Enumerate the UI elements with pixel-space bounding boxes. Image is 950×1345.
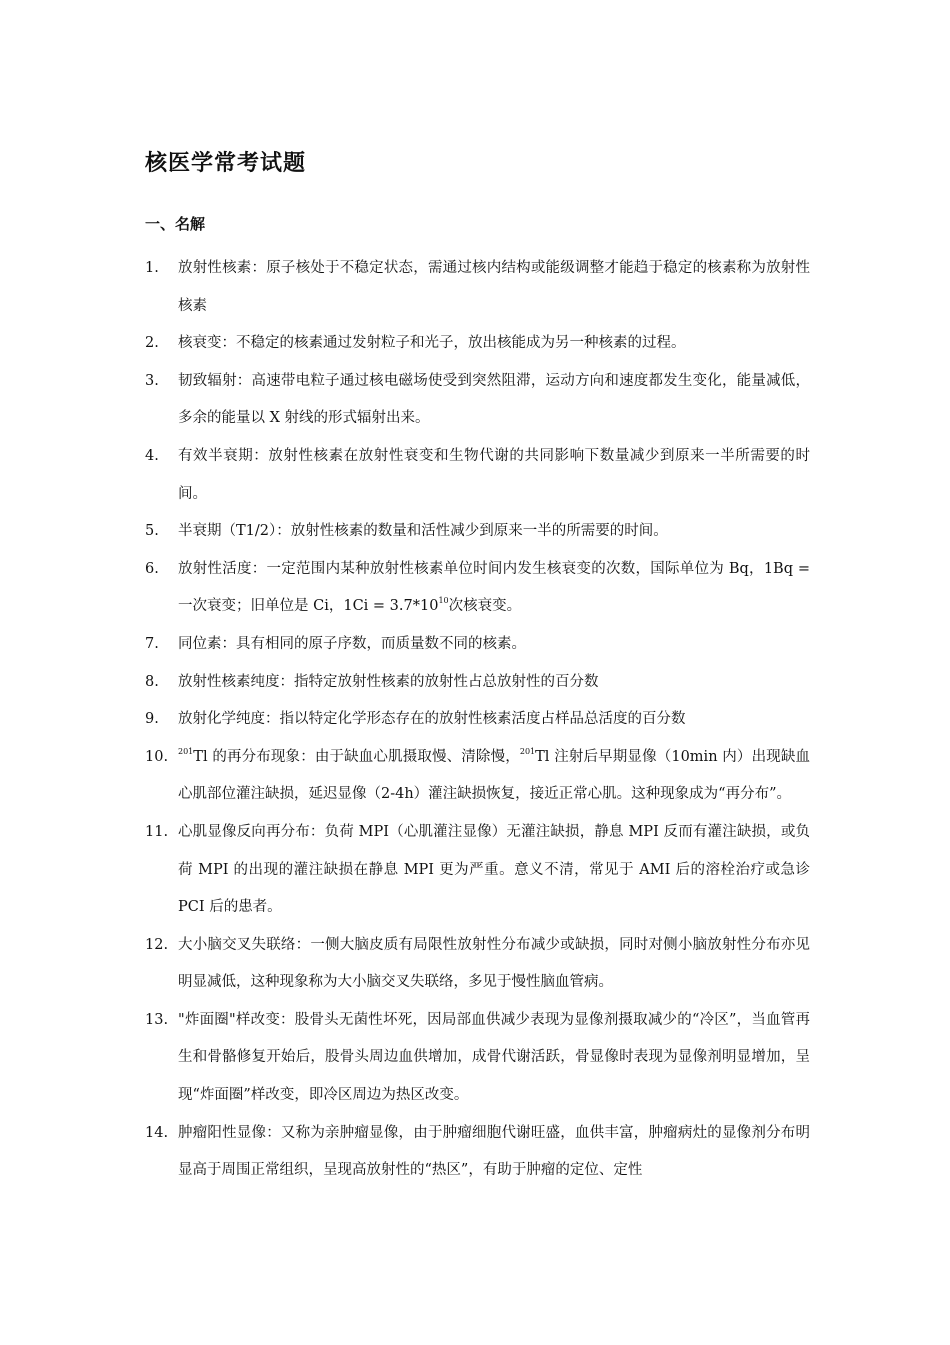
list-item bbox=[145, 626, 810, 664]
list-item bbox=[145, 814, 810, 927]
list-item bbox=[145, 325, 810, 363]
list-item bbox=[145, 438, 810, 513]
item-text-part: 放射性活度：一定范围内某种放射性核素单位时间内发生核衰变的次数，国际单位为 Bq，1Bq = 一次衰变；旧单位是 Ci，1Ci = 3.7*10 bbox=[178, 560, 810, 615]
item-text: "炸面圈"样改变：股骨头无菌性坏死，因局部血供减少表现为显像剂摄取减少的“冷区”，当血管再生和骨骼修复开始后，股骨头周边血供增加，成骨代谢活跃，骨显像时表现为显像剂明显增加，呈现“炸面圈”样改变，即冷区周边为热区改变。 bbox=[178, 1011, 810, 1104]
list-item bbox=[145, 513, 810, 551]
item-text: 韧致辐射：高速带电粒子通过核电磁场使受到突然阻滞，运动方向和速度都发生变化，能量减低，多余的能量以 X 射线的形式辐射出来。 bbox=[178, 372, 810, 427]
definition-list bbox=[145, 250, 810, 1190]
item-number: 6. bbox=[145, 560, 159, 577]
item-text: 核衰变：不稳定的核素通过发射粒子和光子，放出核能成为另一种核素的过程。 bbox=[178, 335, 686, 352]
item-number: 13. bbox=[145, 1011, 169, 1028]
list-item bbox=[145, 664, 810, 702]
list-item bbox=[145, 927, 810, 1002]
item-number: 11. bbox=[145, 823, 169, 840]
item-number: 8. bbox=[145, 673, 159, 690]
list-item bbox=[145, 739, 810, 814]
item-number: 4. bbox=[145, 447, 159, 464]
item-text: 心肌显像反向再分布：负荷 MPI（心肌灌注显像）无灌注缺损，静息 MPI 反而有灌注缺损，或负荷 MPI 的出现的灌注缺损在静息 MPI 更为严重。意义不清，常见于 AMI 后的溶栓治疗或急诊 PCI 后的患者。 bbox=[178, 823, 810, 916]
item-text bbox=[178, 551, 810, 626]
item-text: 放射性核素：原子核处于不稳定状态，需通过核内结构或能级调整才能趋于稳定的核素称为放射性核素 bbox=[178, 260, 810, 314]
list-item bbox=[145, 1115, 810, 1190]
item-text-part: Tl 注射后早期显像（10min 内）出现缺血心肌部位灌注缺损，延迟显像（2-4h）灌注缺损恢复，接近正常心肌。这种现象成为“再分布”。 bbox=[178, 748, 810, 803]
list-item bbox=[145, 551, 810, 626]
item-text: 半衰期（T1/2）：放射性核素的数量和活性减少到原来一半的所需要的时间。 bbox=[178, 523, 668, 540]
item-number: 9. bbox=[145, 711, 159, 728]
item-text: 大小脑交叉失联络：一侧大脑皮质有局限性放射性分布减少或缺损，同时对侧小脑放射性分布亦见明显减低，这种现象称为大小脑交叉失联络，多见于慢性脑血管病。 bbox=[178, 936, 810, 991]
item-number: 3. bbox=[145, 372, 159, 389]
superscript-mass-number: 201 bbox=[178, 746, 194, 756]
list-item bbox=[145, 250, 810, 325]
section-heading: 一、名解 bbox=[145, 215, 206, 233]
item-number: 14. bbox=[145, 1124, 169, 1141]
item-text: 放射化学纯度：指以特定化学形态存在的放射性核素活度占样品总活度的百分数 bbox=[178, 711, 686, 728]
item-text: 同位素：具有相同的原子序数，而质量数不同的核素。 bbox=[178, 635, 526, 652]
page-title: 核医学常考试题 bbox=[145, 150, 307, 176]
item-text: 放射性核素纯度：指特定放射性核素的放射性占总放射性的百分数 bbox=[178, 673, 599, 690]
item-text-part: 次核衰变。 bbox=[448, 598, 522, 615]
item-text: 肿瘤阳性显像：又称为亲肿瘤显像，由于肿瘤细胞代谢旺盛，血供丰富，肿瘤病灶的显像剂分布明显高于周围正常组织，呈现高放射性的“热区”，有助于肿瘤的定位、定性 bbox=[178, 1124, 810, 1179]
item-text-part: Tl 的再分布现象：由于缺血心肌摄取慢、清除慢， bbox=[193, 748, 520, 765]
list-item bbox=[145, 1002, 810, 1115]
list-item bbox=[145, 701, 810, 739]
item-text: 有效半衰期：放射性核素在放射性衰变和生物代谢的共同影响下数量减少到原来一半所需要的时间。 bbox=[178, 447, 810, 502]
item-number: 2. bbox=[145, 335, 159, 352]
item-number: 12. bbox=[145, 936, 169, 953]
superscript-mass-number: 201 bbox=[519, 746, 536, 756]
list-item bbox=[145, 363, 810, 438]
item-text bbox=[178, 739, 810, 814]
item-number: 10. bbox=[145, 748, 169, 765]
item-number: 1. bbox=[145, 260, 159, 276]
item-number: 7. bbox=[145, 635, 159, 652]
item-number: 5. bbox=[145, 523, 159, 540]
superscript-exponent: 10 bbox=[438, 596, 449, 606]
